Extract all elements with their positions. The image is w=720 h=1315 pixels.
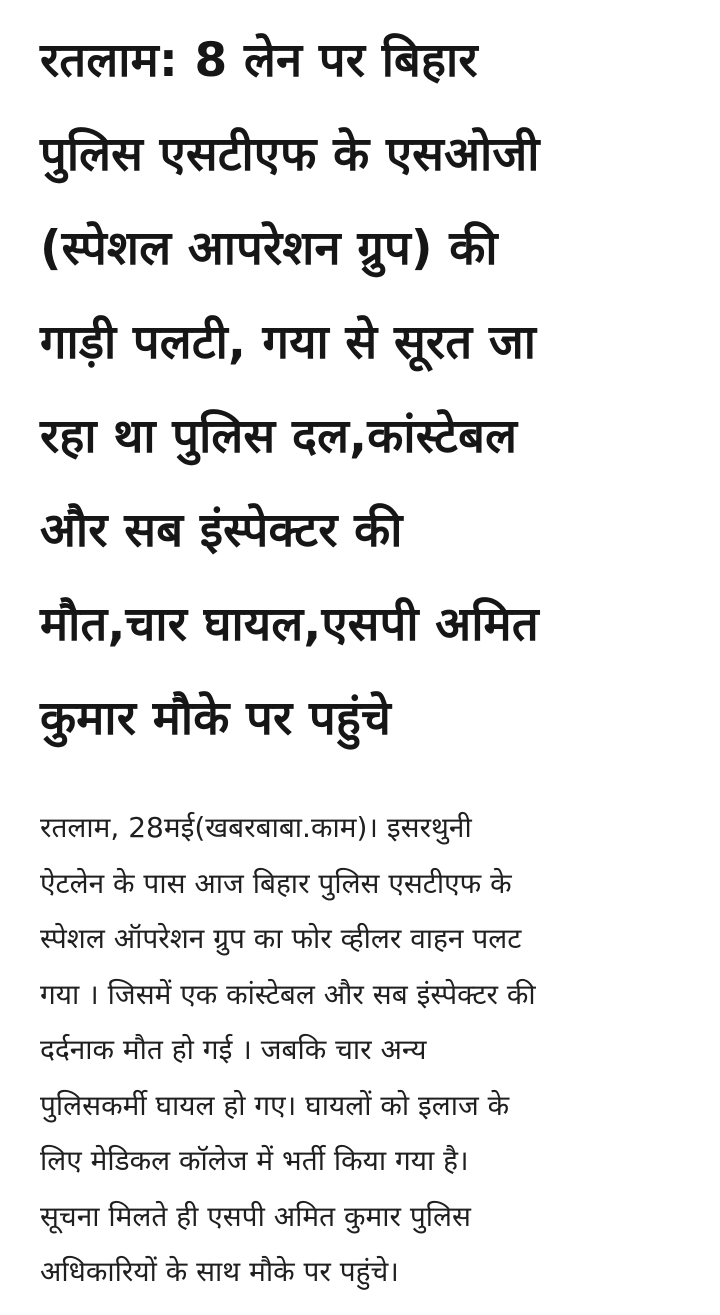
body-line: सूचना मिलते ही एसपी अमित कुमार पुलिस [40,1199,471,1233]
news-article [40,0,700,1288]
headline-line: रहा था पुलिस दल,कांस्टेबल [40,409,518,464]
headline-line: पुलिस एसटीएफ के एसओजी [40,127,540,182]
headline-line: कुमार मौके पर पहुंचे [40,691,392,746]
headline-line: गाड़ी पलटी, गया से सूरत जा [40,315,537,370]
headline-line: और सब इंस्पेक्टर की [40,503,403,558]
headline-line: रतलाम: 8 लेन पर बिहार [40,33,478,88]
body-line: गया । जिसमें एक कांस्टेबल और सब इंस्पेक्टर की [40,977,536,1011]
body-line: लिए मेडिकल कॉलेज में भर्ती किया गया है। [40,1144,469,1177]
body-line: पुलिसकर्मी घायल हो गए। घायलों को इलाज के [40,1088,510,1122]
article-headline [40,0,700,766]
body-line: अधिकारियों के साथ मौके पर पहुंचे। [40,1255,399,1288]
body-line: रतलाम, 28मई(खबरबाबा.काम)। इसरथुनी [40,811,472,844]
headline-line: (स्पेशल आपरेशन ग्रुप) की [40,221,498,276]
body-line: ऐटलेन के पास आज बिहार पुलिस एसटीएफ के [40,866,512,900]
body-line: दर्दनाक मौत हो गई । जबकि चार अन्य [40,1033,427,1066]
headline-line: मौत,चार घायल,एसपी अमित [40,597,539,652]
article-body [40,800,700,1300]
body-line: स्पेशल ऑपरेशन ग्रुप का फोर व्हीलर वाहन पलट [40,922,522,955]
